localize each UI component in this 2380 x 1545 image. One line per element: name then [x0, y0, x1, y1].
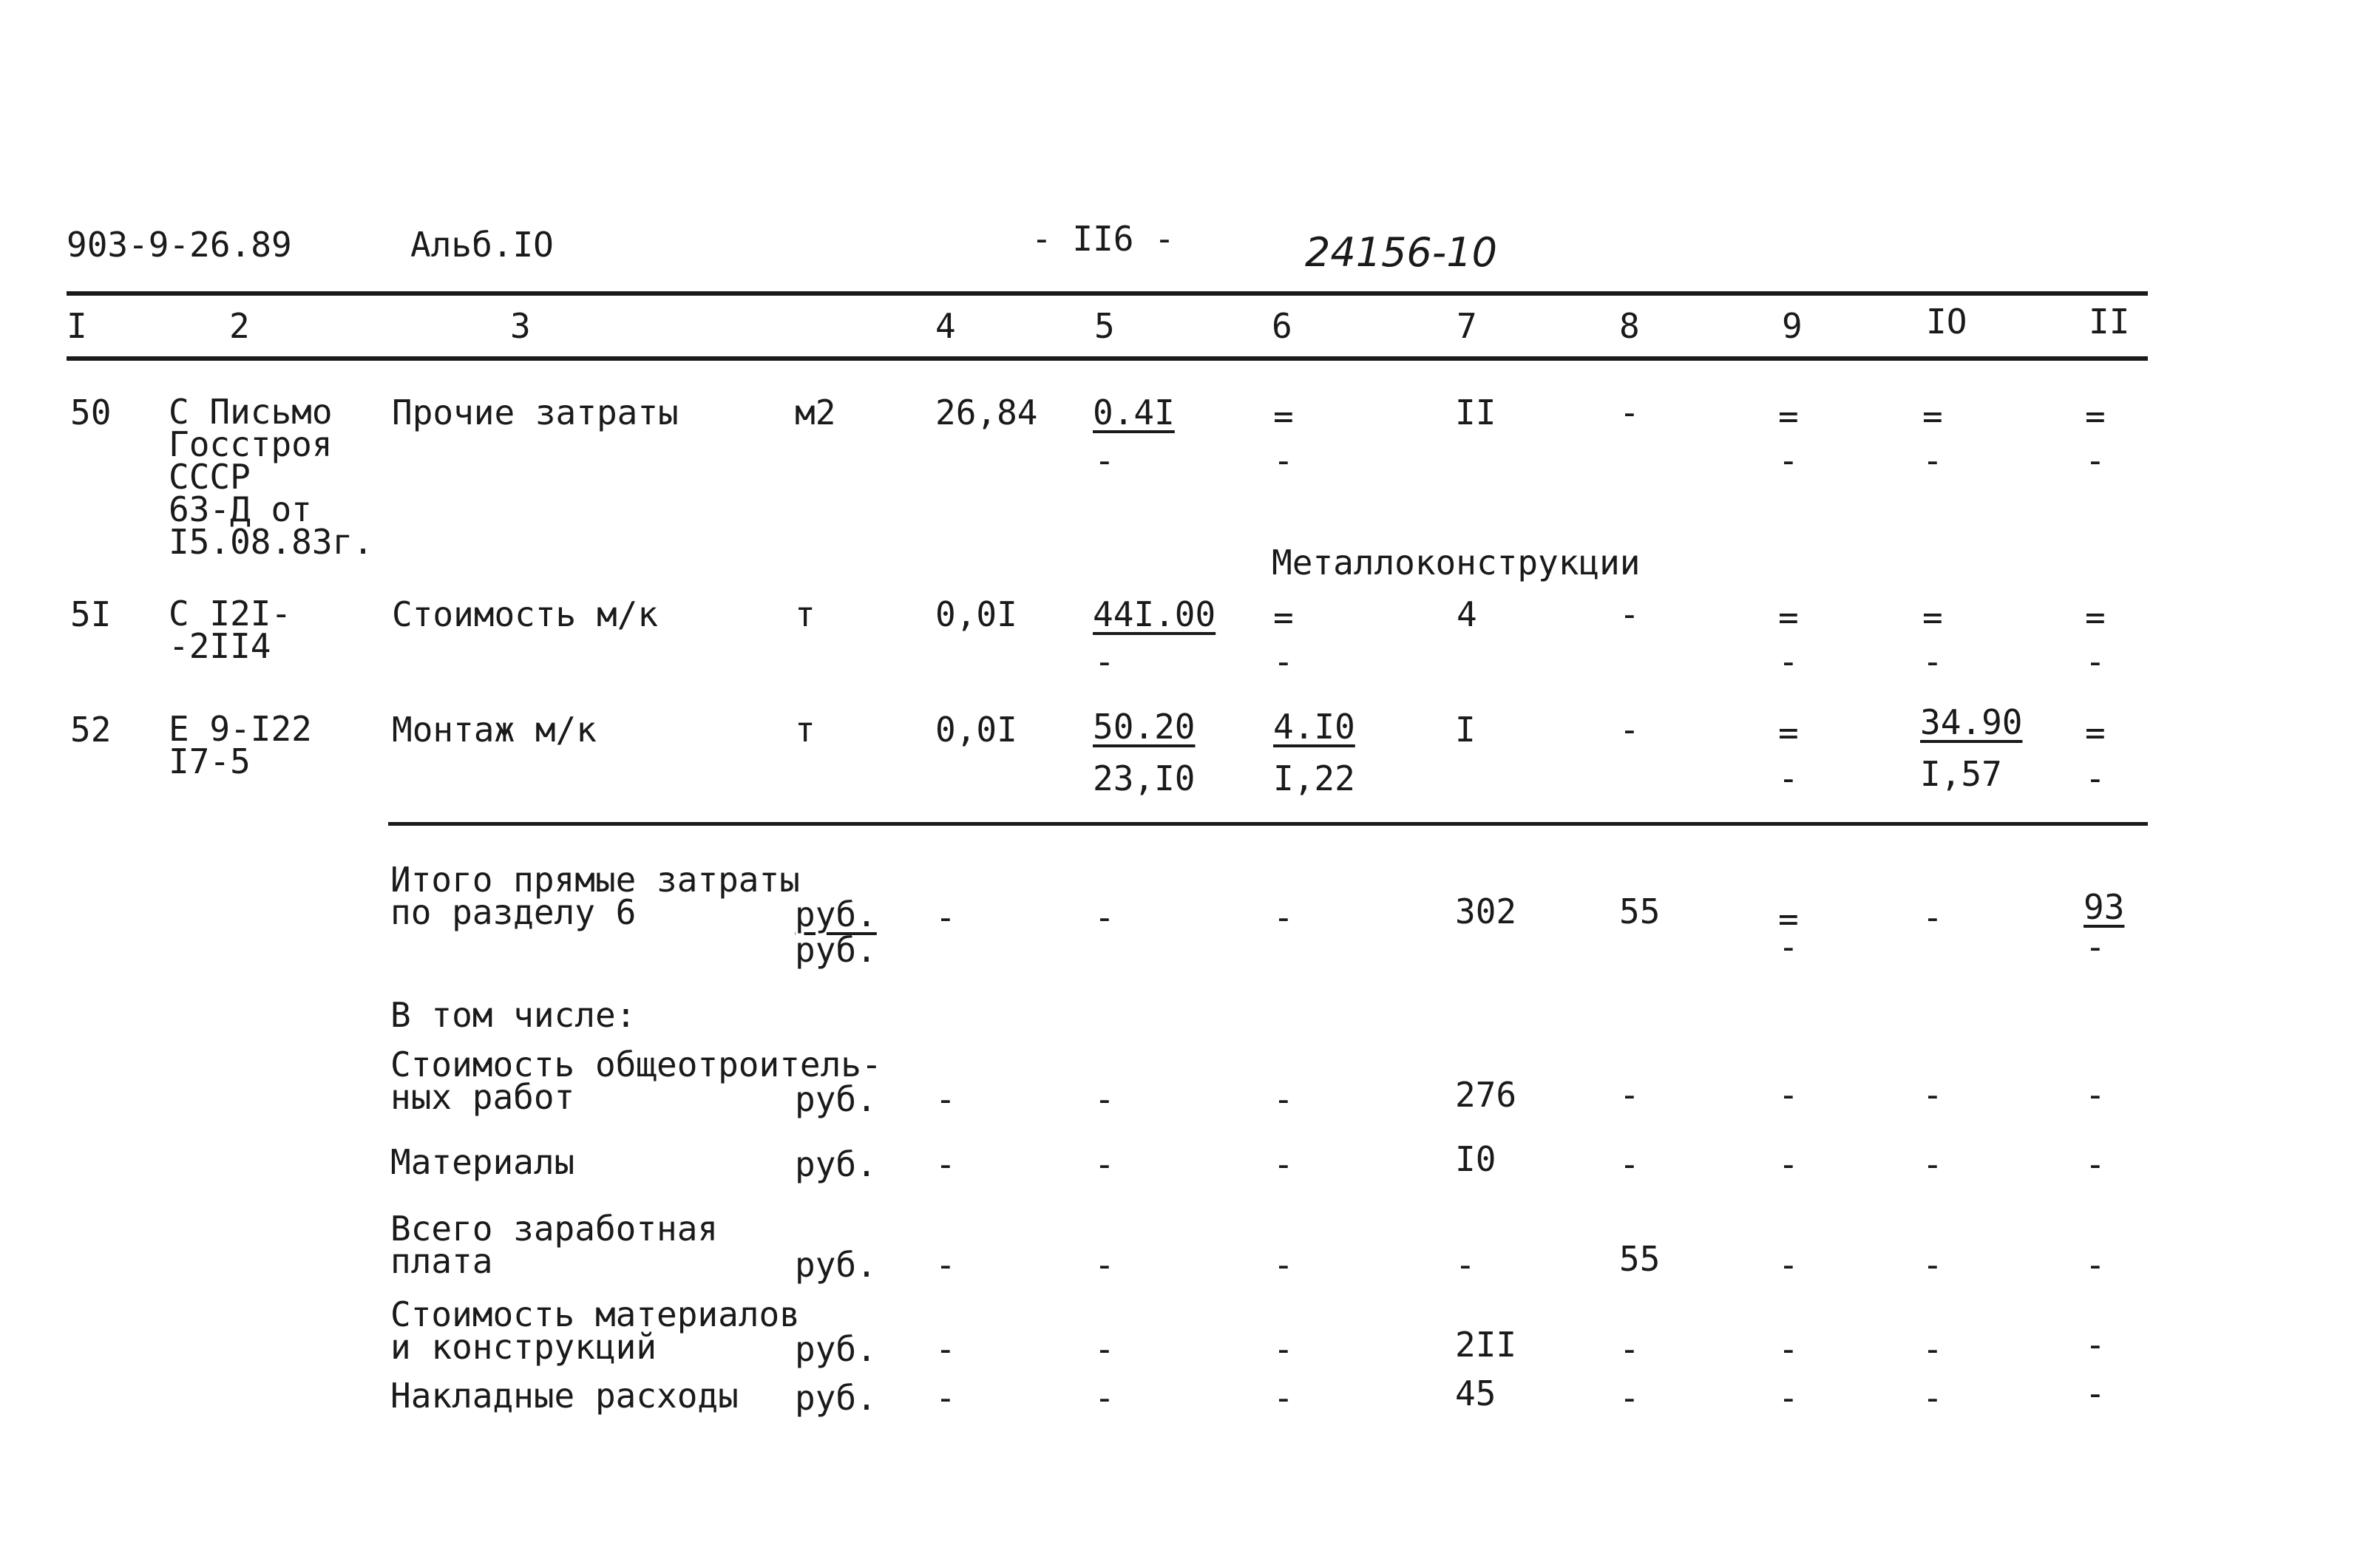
breakdown-c7: 2II — [1455, 1325, 1517, 1365]
c7: 4 — [1457, 594, 1477, 634]
col-header-7: 7 — [1457, 306, 1477, 346]
c5-bottom: - — [1094, 642, 1115, 682]
c11-bottom: - — [2085, 642, 2106, 682]
breakdown-c4: - — [935, 1245, 956, 1285]
c5-bottom: 23,I0 — [1093, 758, 1196, 798]
breakdown-c10: - — [1922, 1144, 1943, 1184]
header-rule — [67, 356, 2148, 361]
row-unit: м2 — [795, 393, 836, 432]
c6-bottom: - — [1273, 441, 1294, 481]
c8: - — [1619, 393, 1640, 432]
c5-top: 44I.00 — [1093, 594, 1216, 634]
c6-bottom: - — [1273, 642, 1294, 682]
row-name: Монтаж м/к — [392, 710, 597, 750]
breakdown-c10: - — [1922, 1378, 1943, 1418]
breakdown-unit: руб. — [795, 1144, 877, 1184]
row-name: Прочие затраты — [392, 393, 679, 432]
breakdown-c7: 45 — [1455, 1373, 1496, 1413]
c6-top: = — [1273, 597, 1294, 637]
totals-c5: - — [1094, 897, 1115, 937]
breakdown-c7: - — [1455, 1245, 1476, 1285]
breakdown-c6: - — [1273, 1144, 1294, 1184]
breakdown-c4: - — [935, 1378, 956, 1418]
breakdown-label: Накладные расходы — [390, 1376, 739, 1416]
c8: - — [1619, 594, 1640, 634]
c10-top: = — [1922, 396, 1943, 436]
c10-top: = — [1922, 597, 1943, 637]
totals-c9-top: = — [1778, 899, 1799, 939]
c11-top: = — [2085, 713, 2106, 753]
breakdown-label: Стоимость общеотроитель- ных работ — [390, 1045, 882, 1117]
breakdown-c5: - — [1094, 1329, 1115, 1369]
c9-top: = — [1778, 713, 1799, 753]
breakdown-c4: - — [935, 1079, 956, 1119]
totals-rule — [388, 822, 2148, 826]
col-header-11: II — [2089, 302, 2130, 342]
row-reference: С Письмо Госстроя СССР 63-Д от I5.08.83г. — [169, 392, 373, 562]
c9-bottom: - — [1778, 758, 1799, 798]
row-name: Стоимость м/к — [392, 594, 659, 634]
top-rule — [67, 291, 2148, 296]
breakdown-label: Материалы — [390, 1142, 575, 1182]
col-header-1: I — [67, 306, 87, 346]
row-number: 50 — [70, 393, 112, 432]
breakdown-c9: - — [1778, 1378, 1799, 1418]
totals-c8: 55 — [1619, 892, 1661, 931]
totals-c7: 302 — [1455, 892, 1517, 931]
totals-c10: - — [1922, 897, 1943, 937]
breakdown-c8: - — [1619, 1144, 1640, 1184]
breakdown-c6: - — [1273, 1079, 1294, 1119]
col-header-6: 6 — [1272, 306, 1292, 346]
col-header-4: 4 — [935, 306, 956, 346]
c11-top: = — [2085, 396, 2106, 436]
row-quantity: 0,0I — [935, 710, 1017, 750]
c9-bottom: - — [1778, 441, 1799, 481]
row-unit: т — [795, 594, 816, 634]
breakdown-c11: - — [2085, 1075, 2106, 1115]
breakdown-unit: руб. — [795, 1245, 877, 1285]
breakdown-c4: - — [935, 1329, 956, 1369]
totals-c11-bottom: - — [2085, 927, 2106, 967]
breakdown-c9: - — [1778, 1075, 1799, 1115]
breakdown-c10: - — [1922, 1329, 1943, 1369]
col-header-2: 2 — [229, 306, 250, 346]
breakdown-c10: - — [1922, 1075, 1943, 1115]
row-quantity: 26,84 — [935, 393, 1038, 432]
breakdown-c8: - — [1619, 1378, 1640, 1418]
breakdown-c11: - — [2085, 1144, 2106, 1184]
breakdown-c7: I0 — [1455, 1139, 1496, 1179]
breakdown-unit: руб. — [795, 1378, 877, 1418]
breakdown-c11: - — [2085, 1373, 2106, 1413]
c7: I — [1455, 710, 1476, 750]
col-header-10: IO — [1926, 302, 1967, 342]
c11-bottom: - — [2085, 441, 2106, 481]
c6-top: = — [1273, 396, 1294, 436]
totals-c6: - — [1273, 897, 1294, 937]
row-number: 5I — [70, 594, 112, 634]
totals-c9-bottom: - — [1778, 927, 1799, 967]
c5-top: 50.20 — [1093, 707, 1196, 747]
row-quantity: 0,0I — [935, 594, 1017, 634]
c9-top: = — [1778, 396, 1799, 436]
totals-c4: - — [935, 897, 956, 937]
c6-bottom: I,22 — [1273, 758, 1355, 798]
breakdown-c4: - — [935, 1144, 956, 1184]
c8: - — [1619, 710, 1640, 750]
col-header-3: 3 — [510, 306, 531, 346]
row-number: 52 — [70, 710, 112, 750]
totals-unit-bottom: руб. — [795, 930, 877, 970]
breakdown-c9: - — [1778, 1329, 1799, 1369]
c10-bottom: - — [1922, 642, 1943, 682]
album-number: Альб.IO — [410, 225, 554, 265]
c11-top: = — [2085, 597, 2106, 637]
breakdown-c6: - — [1273, 1329, 1294, 1369]
col-header-9: 9 — [1782, 306, 1803, 346]
breakdown-c9: - — [1778, 1144, 1799, 1184]
c7: II — [1455, 393, 1496, 432]
c11-bottom: - — [2085, 758, 2106, 798]
totals-c11-top: 93 — [2084, 887, 2125, 927]
c6-top: 4.I0 — [1273, 707, 1355, 747]
col-header-8: 8 — [1619, 306, 1640, 346]
inventory-number: 24156-10 — [1305, 229, 1497, 276]
document-code: 903-9-26.89 — [67, 225, 292, 265]
breakdown-unit: руб. — [795, 1079, 877, 1119]
row-unit: т — [795, 710, 816, 750]
c10-top: 34.90 — [1920, 702, 2023, 742]
c9-top: = — [1778, 597, 1799, 637]
totals-unit-top: руб. — [795, 894, 877, 934]
c5-bottom: - — [1094, 441, 1115, 481]
c5-top: 0.4I — [1093, 393, 1175, 432]
breakdown-c6: - — [1273, 1378, 1294, 1418]
section-title: Металлоконструкции — [1272, 543, 1641, 583]
c10-bottom: I,57 — [1920, 754, 2002, 794]
breakdown-c9: - — [1778, 1245, 1799, 1285]
col-header-5: 5 — [1094, 306, 1115, 346]
breakdown-c5: - — [1094, 1079, 1115, 1119]
breakdown-c8: - — [1619, 1075, 1640, 1115]
breakdown-c6: - — [1273, 1245, 1294, 1285]
totals-label: Итого прямые затраты по разделу 6 — [390, 860, 800, 932]
breakdown-label: Стоимость материалов и конструкций — [390, 1294, 800, 1367]
breakdown-c8: - — [1619, 1329, 1640, 1369]
breakdown-c5: - — [1094, 1378, 1115, 1418]
breakdown-c5: - — [1094, 1245, 1115, 1285]
breakdown-c10: - — [1922, 1245, 1943, 1285]
breakdown-c11: - — [2085, 1245, 2106, 1285]
breakdown-c5: - — [1094, 1144, 1115, 1184]
breakdown-c11: - — [2085, 1325, 2106, 1365]
c9-bottom: - — [1778, 642, 1799, 682]
row-reference: С I2I- -2II4 — [169, 594, 292, 666]
breakdown-c7: 276 — [1455, 1075, 1517, 1115]
c10-bottom: - — [1922, 441, 1943, 481]
breakdown-label: Всего заработная плата — [390, 1209, 719, 1281]
page-number: - II6 - — [1031, 219, 1175, 259]
breakdown-c8: 55 — [1619, 1239, 1661, 1279]
breakdown-unit: руб. — [795, 1329, 877, 1369]
row-reference: Е 9-I22 I7-5 — [169, 709, 312, 781]
including-label: В том числе: — [390, 995, 637, 1035]
